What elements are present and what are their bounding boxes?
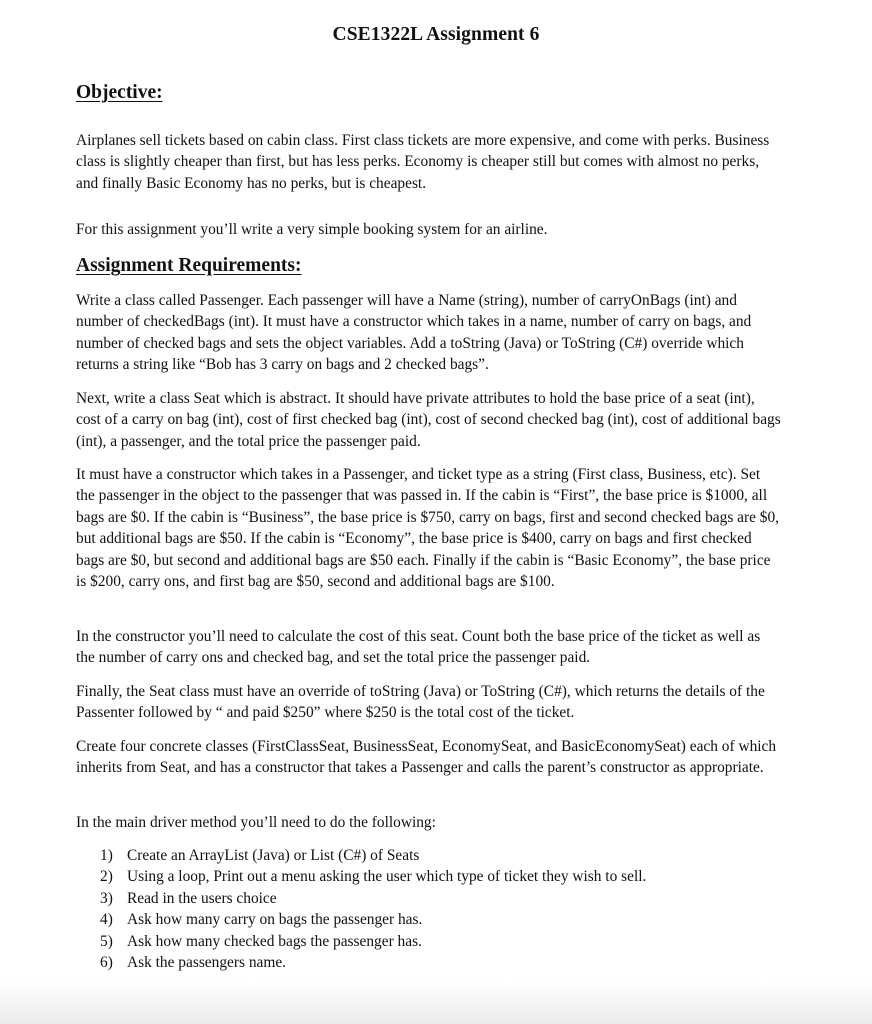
step-text: Create an ArrayList (Java) or List (C#) of Seats [127, 847, 420, 864]
objective-heading: Objective: [76, 82, 163, 103]
requirements-paragraph-tostring: Finally, the Seat class must have an override of toString (Java) or ToString (C#), which returns the details of the Passenter followed by “ and paid $250” where $250 is the total cost of the ticket. [76, 683, 765, 722]
objective-paragraph-1: Airplanes sell tickets based on cabin class. First class tickets are more expensive, and come with perks. Business class is slightly cheaper than first, but has less perks. Economy is cheaper still but comes with almost no perks, and finally Basic Economy has no perks, but is cheapest. [76, 132, 770, 192]
requirements-paragraph-cost: In the constructor you’ll need to calculate the cost of this seat. Count both the base price of the ticket as well as the number of carry ons and checked bag, and set the total price the passenger paid. [76, 628, 761, 667]
list-item [100, 888, 646, 909]
requirements-paragraph-concrete-classes: Create four concrete classes (FirstClassSeat, BusinessSeat, EconomySeat, and BasicEconomySeat) each of which inherits from Seat, and has a constructor that takes a Passenger and calls the parent’s constructor as appropriate. [76, 738, 777, 777]
step-number: 2) [100, 868, 113, 886]
page-bottom-shadow [0, 980, 872, 1024]
step-number: 6) [100, 954, 113, 972]
step-text: Using a loop, Print out a menu asking the user which type of ticket they wish to sell. [127, 868, 647, 886]
list-item [100, 845, 646, 866]
requirements-paragraph-passenger: Write a class called Passenger. Each passenger will have a Name (string), number of carryOnBags (int) and number of checkedBags (int). It must have a constructor which takes in a name, number of carry on bags, and number of checked bags and sets the object variables. Add a toString (Java) or ToString (C#) override which returns a string like “Bob has 3 carry on bags and 2 checked bags”. [76, 292, 752, 374]
list-item [100, 909, 646, 930]
step-number: 3) [100, 889, 113, 907]
step-number: 5) [100, 932, 113, 950]
page-title: CSE1322L Assignment 6 [332, 24, 540, 45]
step-text: Ask how many checked bags the passenger has. [127, 932, 422, 950]
requirements-heading: Assignment Requirements: [76, 255, 302, 276]
step-number: 1) [100, 847, 113, 864]
step-number: 4) [100, 911, 113, 929]
step-text: Read in the users choice [127, 889, 277, 907]
requirements-paragraph-driver: In the main driver method you’ll need to do the following: [76, 814, 436, 831]
list-item [100, 866, 646, 887]
list-item [100, 931, 646, 952]
requirements-paragraph-seat: Next, write a class Seat which is abstract. It should have private attributes to hold the base price of a seat (int), cost of a carry on bag (int), cost of first checked bag (int), cost of second checked bag (int), cost of additional bags (int), a passenger, and the total price the passenger paid. [76, 390, 781, 450]
list-item [100, 952, 646, 973]
step-text: Ask the passengers name. [127, 954, 286, 972]
step-text: Ask how many carry on bags the passenger has. [127, 911, 423, 929]
steps-list [100, 845, 646, 973]
requirements-paragraph-constructor: It must have a constructor which takes in a Passenger, and ticket type as a string (First class, Business, etc). Set the passenger in the object to the passenger that was passed in. If the cabin is “First”, the base price is $1000, all bags are $0. If the cabin is “Business”, the base price is $750, carry on bags, first and second checked bags are $0, but additional bags are $50. If the cabin is “Economy”, the base price is $400, carry on bags and first checked bags are $0, but second and additional bags are $50 each. Finally if the cabin is “Basic Economy”, the base price is $200, carry ons, and first bag are $50, second and additional bags are $100. [76, 466, 780, 591]
objective-paragraph-2: For this assignment you’ll write a very simple booking system for an airline. [76, 221, 548, 238]
